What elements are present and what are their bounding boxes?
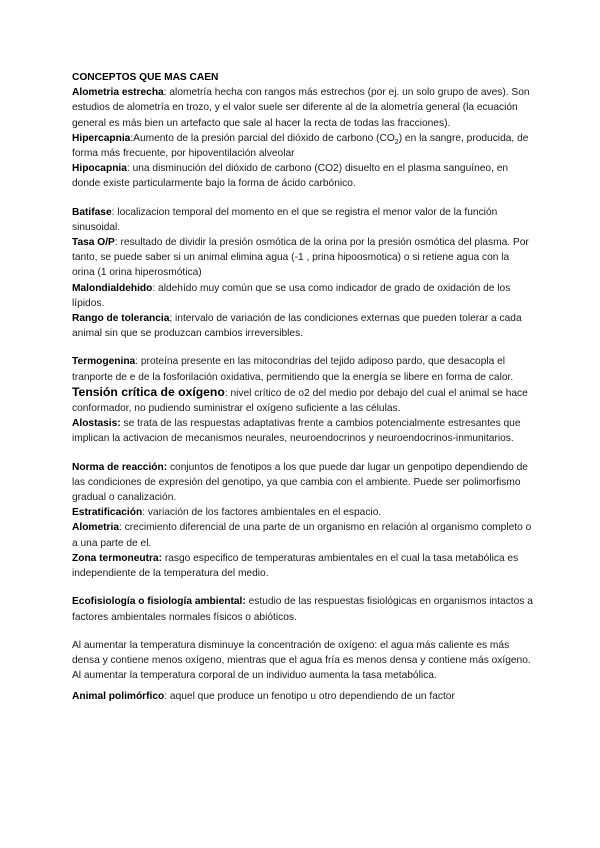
entry-tension-critica: Tensión crítica de oxígeno: nivel crítico de o2 del medio por debajo del cual el animal se hace conformador, no pudiendo suministrar el oxígeno suficiente a las células. (72, 384, 528, 415)
entry-batifase: Batifase: localizacion temporal del momento en el que se registra el menor valor de la función sinusoidal. (72, 206, 498, 233)
entry-alometria-estrecha: Alometria estrecha: alometría hecha con rangos más estrechos (por ej. un solo grupo de aves). Son estudios de alometría en trozo, y el valor suele ser diferente al de la alometría general (la ecuación general es más bien un artefacto que sale al hacer la recta de todas las fracciones). (72, 87, 530, 129)
entry-rango-tolerancia: Rango de tolerancia; intervalo de variación de las condiciones externas que pueden tolerar a cada animal sin que se produzcan cambios irreversibles. (72, 313, 522, 340)
entry-zona-termoneutra: Zona termoneutra: rasgo especifico de temperaturas ambientales en el cual la tasa metabólica es independiente de la temperatura del medio. (72, 552, 519, 580)
document-page (72, 70, 534, 705)
note-temperatura-oxigeno: Al aumentar la temperatura disminuye la concentración de oxígeno: el agua más caliente es más densa y contiene menos oxígeno, mientras que el agua fría es menos densa y contiene más oxígeno. (72, 639, 531, 666)
note-tasa-metabolica: Al aumentar la temperatura corporal de un individuo aumenta la tasa metabólica. (72, 670, 437, 682)
entry-animal-polimorfico: Animal polimórfico: aquel que produce un fenotipo u otro dependiendo de un factor (72, 691, 455, 703)
entry-estratificacion: Estratificación: variación de los factores ambientales en el espacio. (72, 507, 382, 519)
entry-alometria: Alometria: crecimiento diferencial de una parte de un organismo en relación al organismo completo o a una parte de el. (72, 522, 532, 549)
entry-malondialdehido: Malondialdehido: aldehído muy común que se usa como indicador de grado de oxidación de los lípidos. (72, 282, 511, 309)
entry-norma-reaccion: Norma de reacción: conjuntos de fenotipos a los que puede dar lugar un genpotipo dependiendo de las condiciones de expresión del genotipo, ya que cambia con el ambiente. Puede ser polimorfismo gradual o canalización. (72, 461, 528, 504)
entry-termogenina: Termogenina: proteína presente en las mitocondrias del tejido adiposo pardo, que desacopla el tranporte de e de la fosforilación oxidativa, permitiendo que la energía se libere en forma de calor. (72, 356, 514, 383)
entry-alostasis: Alostasis: se trata de las respuestas adaptativas frente a cambios potencialmente estresantes que implican la activacion de mecanismos neurales, neuroendocrinos y neuroendocrinos-inmunitarios. (72, 418, 521, 445)
entry-hipocapnia: Hipocapnia: una disminución del dióxido de carbono (CO2) disuelto en el plasma sanguíneo, en donde existe particularmente bajo la forma de ácido carbónico. (72, 163, 509, 190)
entry-ecofisiologia: Ecofisiología o fisiología ambiental: estudio de las respuestas fisiológicas en organismos intactos a factores ambientales normales físicos o abióticos. (72, 596, 533, 623)
entry-tasa-op: Tasa O/P: resultado de dividir la presión osmótica de la orina por la presión osmótica del plasma. Por tanto, se puede saber si un animal elimina agua (-1 , prina hipoosmotica) o si retiene agua con la orina (1 orina hiperosmótica) (72, 237, 529, 279)
entry-hipercapnia: Hipercapnia:Aumento de la presión parcial del dióxido de carbono $(CO_2)$ en la sangre, producida, de forma más frecuente, por hipoventilación alveolar (72, 132, 529, 160)
document-title: CONCEPTOS QUE MAS CAEN (72, 72, 219, 83)
